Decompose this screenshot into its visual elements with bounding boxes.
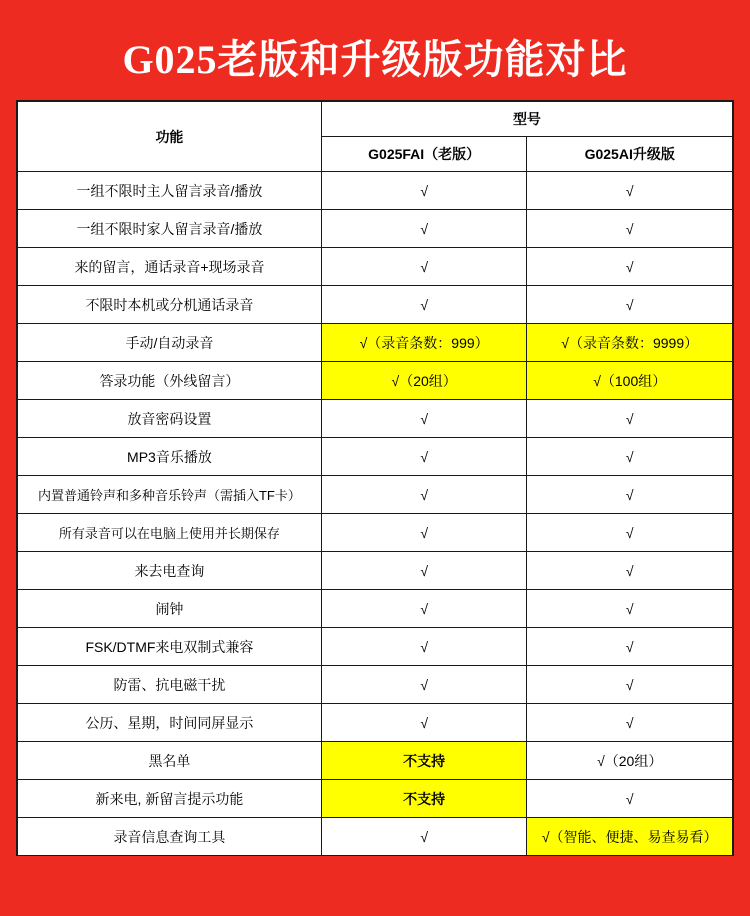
cell-old-model: √ xyxy=(321,818,527,856)
cell-old-model: √ xyxy=(321,438,527,476)
table-row xyxy=(18,704,733,742)
cell-new-model: √（智能、便捷、易查易看） xyxy=(527,818,733,856)
feature-label: 内置普通铃声和多种音乐铃声（需插入TF卡） xyxy=(18,476,322,514)
feature-label: 放音密码设置 xyxy=(18,400,322,438)
feature-label: 录音信息查询工具 xyxy=(18,818,322,856)
feature-label: 来去电查询 xyxy=(18,552,322,590)
cell-new-model: √ xyxy=(527,286,733,324)
table-row xyxy=(18,172,733,210)
header-model: 型号 xyxy=(321,102,732,137)
cell-new-model: √ xyxy=(527,172,733,210)
cell-old-model: √ xyxy=(321,590,527,628)
cell-old-model: √ xyxy=(321,628,527,666)
table-row xyxy=(18,210,733,248)
cell-new-model: √ xyxy=(527,780,733,818)
cell-old-model: √ xyxy=(321,172,527,210)
table-header xyxy=(18,102,733,172)
feature-label: 所有录音可以在电脑上使用并长期保存 xyxy=(18,514,322,552)
table-row xyxy=(18,590,733,628)
feature-label: 黑名单 xyxy=(18,742,322,780)
cell-new-model: √ xyxy=(527,438,733,476)
cell-new-model: √（100组） xyxy=(527,362,733,400)
feature-label: 闹钟 xyxy=(18,590,322,628)
cell-new-model: √（录音条数：9999） xyxy=(527,324,733,362)
table-row xyxy=(18,742,733,780)
table-row xyxy=(18,324,733,362)
table-row xyxy=(18,628,733,666)
cell-new-model: √ xyxy=(527,704,733,742)
cell-old-model: √（录音条数：999） xyxy=(321,324,527,362)
cell-new-model: √ xyxy=(527,628,733,666)
header-model-old: G025FAI（老版） xyxy=(321,137,527,172)
table-row xyxy=(18,666,733,704)
cell-old-model: 不支持 xyxy=(321,742,527,780)
header-row-model xyxy=(18,102,733,137)
cell-new-model: √ xyxy=(527,666,733,704)
table-row xyxy=(18,818,733,856)
comparison-table xyxy=(17,101,733,856)
table-row xyxy=(18,400,733,438)
table-body xyxy=(18,172,733,856)
table-row xyxy=(18,248,733,286)
feature-label: MP3音乐播放 xyxy=(18,438,322,476)
cell-new-model: √ xyxy=(527,476,733,514)
feature-label: 手动/自动录音 xyxy=(18,324,322,362)
cell-new-model: √ xyxy=(527,210,733,248)
cell-old-model: √（20组） xyxy=(321,362,527,400)
cell-new-model: √ xyxy=(527,590,733,628)
cell-old-model: 不支持 xyxy=(321,780,527,818)
header-model-new: G025AI升级版 xyxy=(527,137,733,172)
cell-old-model: √ xyxy=(321,704,527,742)
cell-old-model: √ xyxy=(321,552,527,590)
feature-label: 答录功能（外线留言） xyxy=(18,362,322,400)
table-row xyxy=(18,362,733,400)
feature-label: 新来电, 新留言提示功能 xyxy=(18,780,322,818)
header-feature: 功能 xyxy=(18,102,322,172)
cell-old-model: √ xyxy=(321,248,527,286)
cell-new-model: √ xyxy=(527,514,733,552)
feature-label: 不限时本机或分机通话录音 xyxy=(18,286,322,324)
table-row xyxy=(18,552,733,590)
cell-old-model: √ xyxy=(321,210,527,248)
cell-new-model: √（20组） xyxy=(527,742,733,780)
cell-old-model: √ xyxy=(321,666,527,704)
cell-old-model: √ xyxy=(321,514,527,552)
cell-new-model: √ xyxy=(527,400,733,438)
table-row xyxy=(18,438,733,476)
feature-label: 一组不限时主人留言录音/播放 xyxy=(18,172,322,210)
table-row xyxy=(18,476,733,514)
feature-label: 防雷、抗电磁干扰 xyxy=(18,666,322,704)
table-row xyxy=(18,514,733,552)
cell-old-model: √ xyxy=(321,286,527,324)
feature-label: 公历、星期，时间同屏显示 xyxy=(18,704,322,742)
feature-label: 一组不限时家人留言录音/播放 xyxy=(18,210,322,248)
table-row xyxy=(18,286,733,324)
cell-old-model: √ xyxy=(321,476,527,514)
cell-new-model: √ xyxy=(527,552,733,590)
comparison-table-wrapper xyxy=(16,100,734,856)
table-row xyxy=(18,780,733,818)
cell-old-model: √ xyxy=(321,400,527,438)
cell-new-model: √ xyxy=(527,248,733,286)
feature-label: FSK/DTMF来电双制式兼容 xyxy=(18,628,322,666)
page-title: G025老版和升级版功能对比 xyxy=(122,37,628,82)
feature-label: 来的留言，通话录音+现场录音 xyxy=(18,248,322,286)
